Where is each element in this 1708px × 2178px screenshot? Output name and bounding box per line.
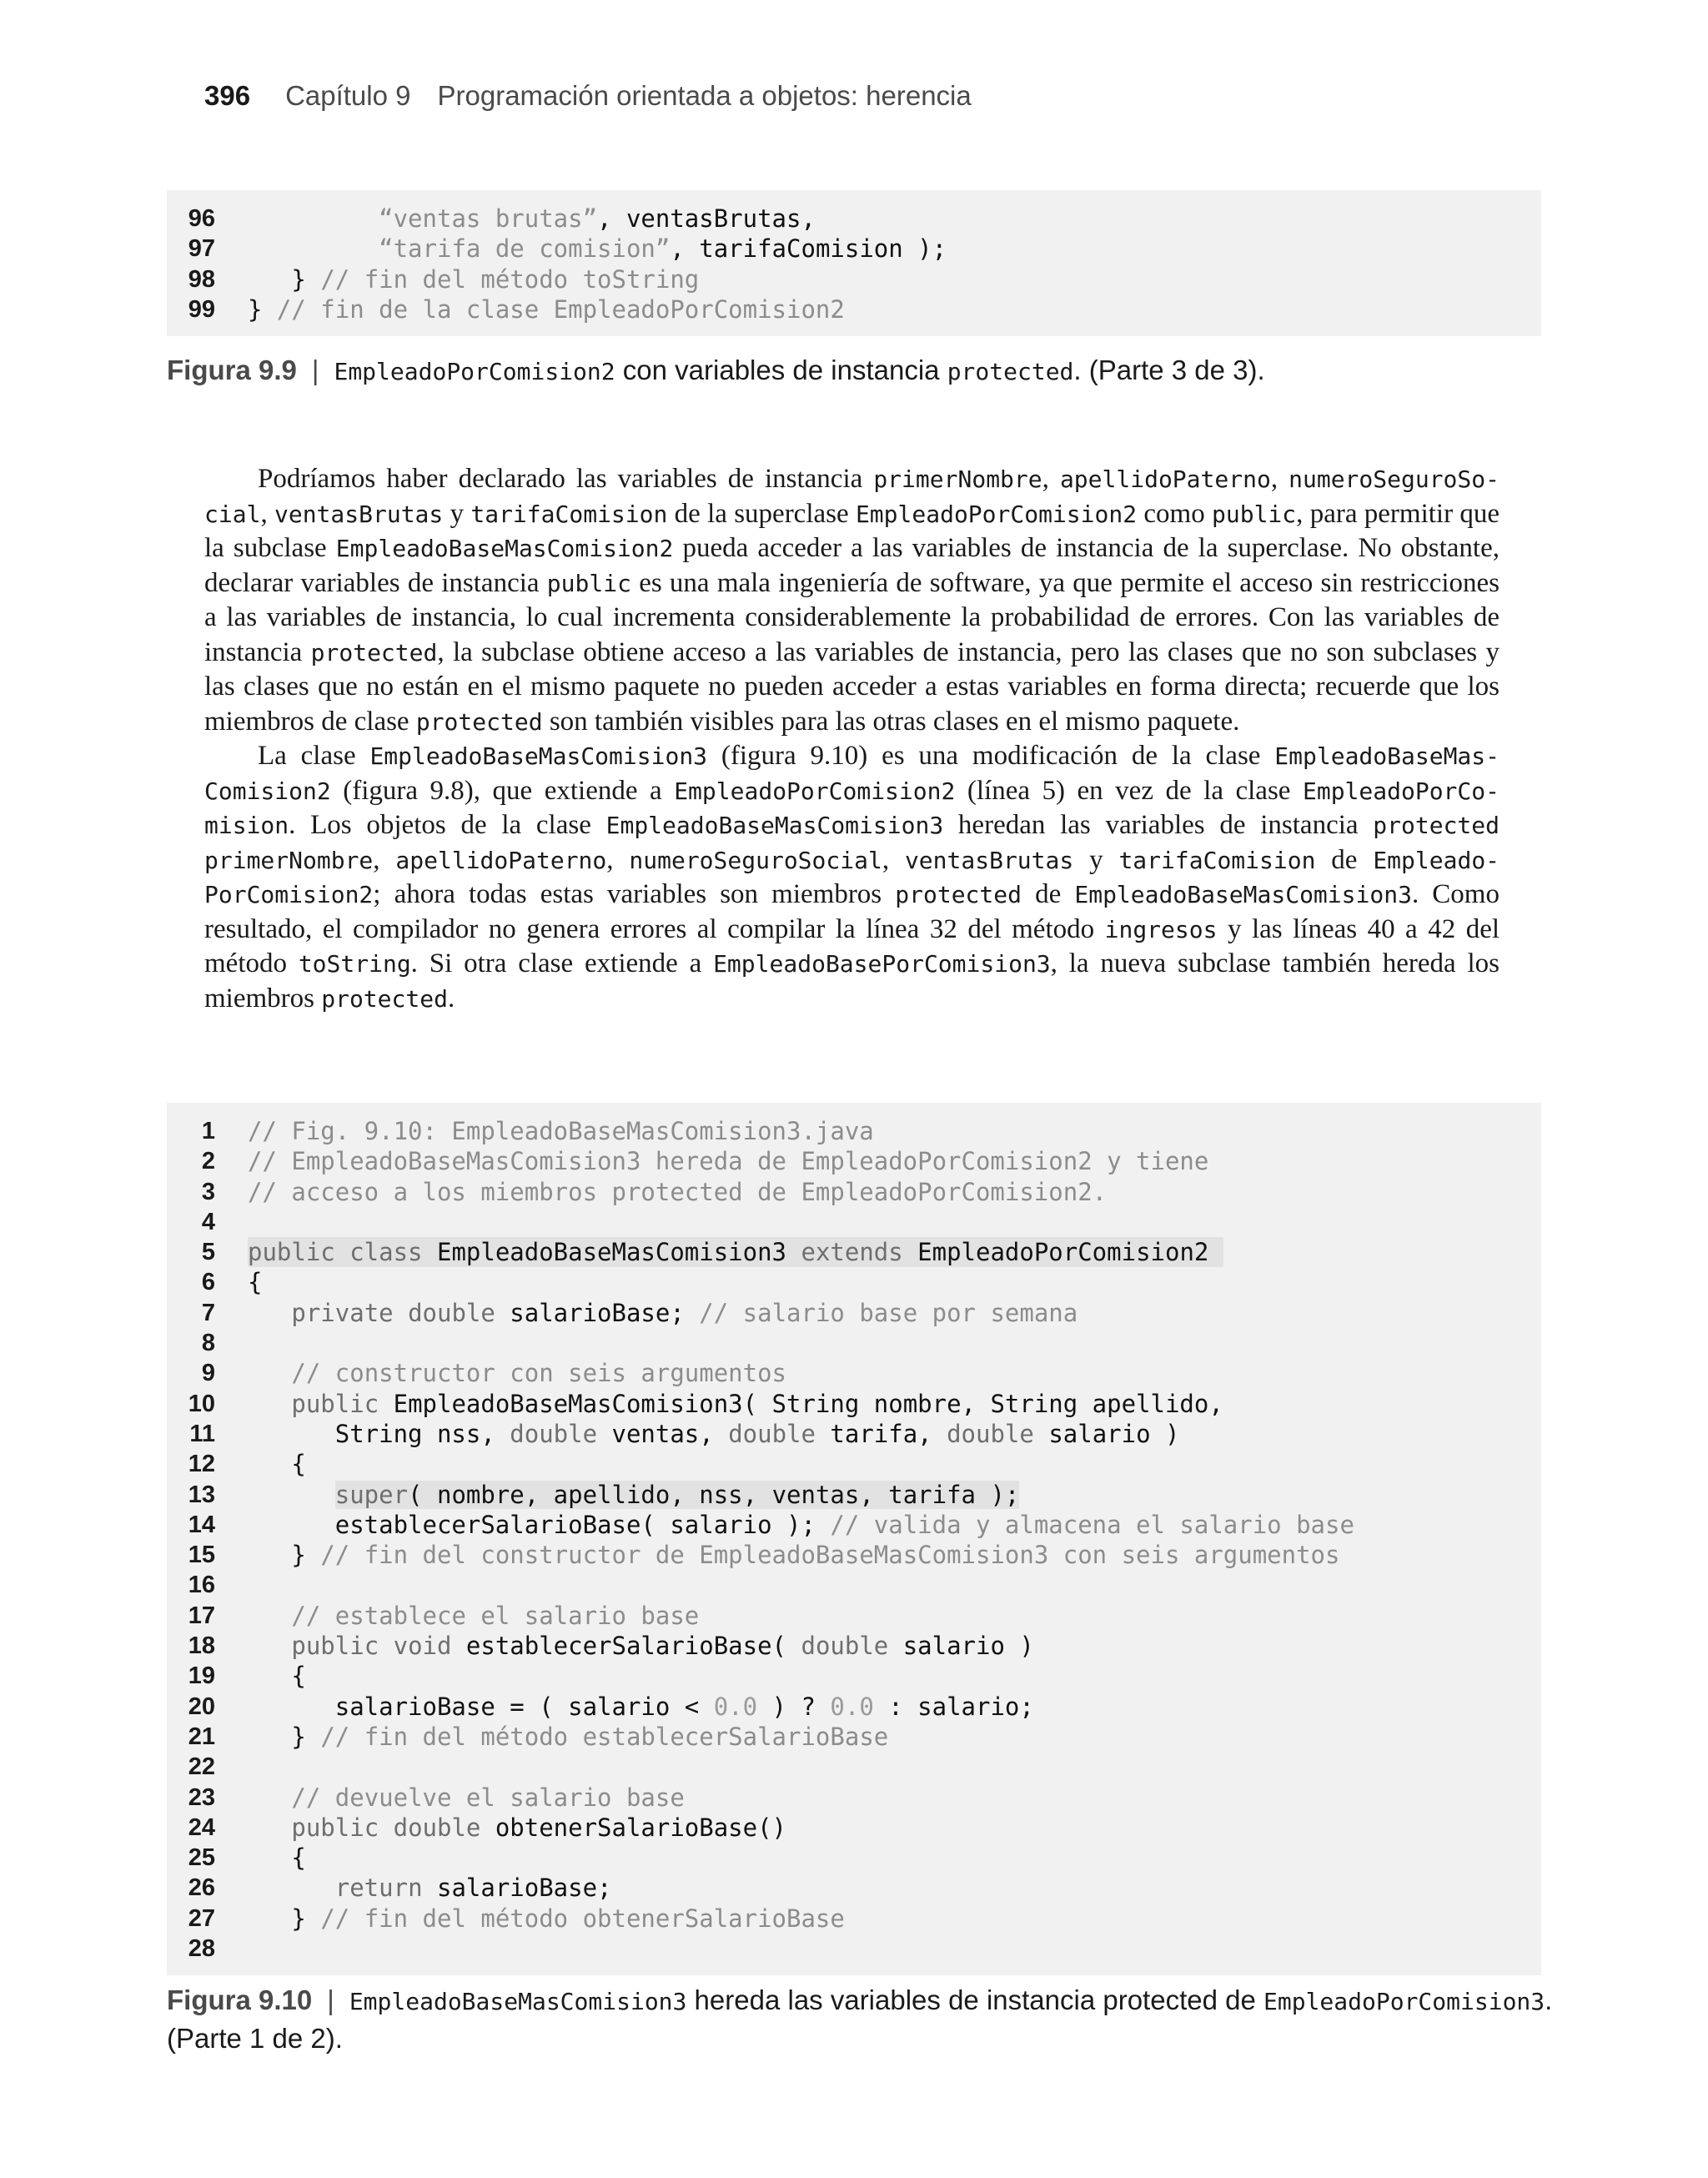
- code-text: [248, 294, 845, 324]
- inline-code: protected: [895, 881, 1022, 908]
- code-text: [248, 1237, 1223, 1267]
- line-number: 9: [201, 1360, 215, 1387]
- inline-code: EmpleadoBaseMas-Comision2: [204, 742, 1500, 805]
- text-run: de: [1315, 844, 1374, 875]
- code-token: [248, 1299, 291, 1327]
- code-text: [248, 1419, 1179, 1449]
- caption-keyword: protected: [947, 358, 1074, 385]
- line-number: 27: [188, 1904, 215, 1932]
- inline-code: apellidoPaterno: [395, 846, 607, 874]
- code-token: salarioBase = ( salario <: [248, 1692, 714, 1721]
- code-line: [167, 264, 1541, 294]
- code-token: establecerSalarioBase( salario );: [248, 1510, 831, 1539]
- inline-code: toString: [298, 950, 411, 978]
- code-token: // Fig. 9.10: EmpleadoBaseMasComision3.java: [248, 1117, 874, 1145]
- line-number: 25: [188, 1844, 215, 1872]
- code-token: EmpleadoBaseMasComision3( String nombre, String apellido,: [393, 1389, 1223, 1418]
- code-text: [248, 234, 947, 264]
- code-token: , ventasBrutas,: [597, 204, 816, 233]
- code-token: [248, 204, 379, 233]
- code-token: double: [801, 1632, 903, 1661]
- code-token: return: [334, 1874, 437, 1903]
- inline-code: tarifaComision: [470, 500, 668, 528]
- code-line: [167, 1661, 1541, 1691]
- line-number: 97: [188, 235, 215, 263]
- code-text: [248, 1601, 699, 1631]
- code-line: [167, 294, 1541, 324]
- code-line: [167, 1419, 1541, 1449]
- code-token: public class: [248, 1238, 437, 1267]
- code-token: salarioBase;: [436, 1874, 612, 1903]
- code-line: [167, 1692, 1541, 1722]
- code-line: [167, 1783, 1541, 1813]
- code-text: [248, 1783, 685, 1813]
- code-token: establecerSalarioBase(: [465, 1632, 801, 1661]
- code-text: [248, 1813, 786, 1843]
- figure-label: Figura 9.10: [167, 1984, 313, 2015]
- line-number: 16: [188, 1572, 215, 1599]
- code-token: // fin del método obtenerSalarioBase: [320, 1904, 845, 1933]
- line-number: 18: [188, 1632, 215, 1660]
- code-token: “ventas brutas”: [379, 204, 598, 233]
- code-token: [248, 1813, 291, 1842]
- text-run: ,: [1042, 464, 1060, 494]
- inline-code: EmpleadoBaseMasComision3: [369, 742, 708, 770]
- code-listing-fig-9-9: [167, 190, 1541, 336]
- inline-code: EmpleadoBaseMasComision3: [605, 812, 944, 839]
- text-run: y las líneas 40 a 42 del método: [204, 913, 1500, 978]
- code-token: {: [248, 1662, 306, 1691]
- figure-label: Figura 9.9: [167, 355, 297, 385]
- text-run: .: [447, 983, 455, 1014]
- code-token: }: [248, 1541, 321, 1570]
- code-line: [167, 1298, 1541, 1328]
- code-line: [167, 1904, 1541, 1934]
- code-token: EmpleadoPorComision2: [917, 1238, 1223, 1267]
- code-token: salario ): [902, 1632, 1034, 1661]
- code-token: // acceso a los miembros protected de EmpleadoPorComision2.: [248, 1177, 1108, 1206]
- line-number: 14: [188, 1511, 215, 1538]
- page-header: [204, 80, 972, 112]
- code-line: [167, 1116, 1541, 1146]
- text-run: (línea 5) en vez de la clase: [955, 775, 1303, 806]
- code-line: [167, 1267, 1541, 1297]
- chapter-label: Capítulo 9: [285, 80, 411, 111]
- text-run: son también visibles para las otras clases en el mismo paquete.: [542, 706, 1240, 737]
- code-line: [167, 1237, 1541, 1267]
- line-number: 6: [201, 1269, 215, 1296]
- text-run: (figura 9.8), que extiende a: [330, 775, 675, 806]
- code-line: [167, 1722, 1541, 1752]
- text-run: como: [1137, 498, 1212, 529]
- code-line: [167, 1449, 1541, 1479]
- code-line: [167, 1328, 1541, 1358]
- code-token: // devuelve el salario base: [291, 1783, 685, 1812]
- text-run: y: [1073, 844, 1119, 875]
- code-text: [248, 264, 699, 294]
- body-paragraph: [204, 739, 1500, 1016]
- line-number: 4: [201, 1208, 215, 1235]
- inline-code: protected: [415, 707, 543, 736]
- code-token: double: [510, 1419, 612, 1448]
- code-token: [248, 1632, 291, 1660]
- line-number: 13: [188, 1481, 215, 1508]
- line-number: 12: [188, 1451, 215, 1478]
- code-text: [248, 1873, 612, 1903]
- code-line: [167, 1601, 1541, 1631]
- code-token: private double: [291, 1298, 510, 1327]
- inline-code: primerNombre: [873, 465, 1042, 493]
- code-line: [167, 1752, 1541, 1782]
- inline-code: ventasBrutas: [274, 500, 444, 528]
- code-token: salarioBase;: [510, 1298, 700, 1327]
- code-token: // valida y almacena el salario base: [830, 1510, 1354, 1539]
- code-token: obtenerSalarioBase(): [495, 1813, 787, 1842]
- text-run: ,: [882, 844, 905, 875]
- code-token: “tarifa de comision”: [379, 234, 671, 264]
- code-token: // fin del constructor de EmpleadoBaseMasComision3 con seis argumentos: [320, 1541, 1340, 1570]
- code-text: [248, 1692, 1034, 1722]
- code-text: [248, 1540, 1339, 1570]
- code-text: [248, 1298, 1078, 1328]
- code-token: ) ?: [757, 1692, 831, 1721]
- code-token: EmpleadoBaseMasComision3: [436, 1238, 801, 1267]
- code-line: [167, 234, 1541, 264]
- text-run: es una mala ingeniería de software, ya que permite el acceso sin restricciones a las variables de instancia, lo cual incrementa considerablemente la probabilidad de errores. Con las variables de instancia: [204, 567, 1500, 667]
- code-token: {: [248, 1268, 263, 1297]
- code-text: [248, 1358, 786, 1388]
- code-token: double: [728, 1419, 831, 1448]
- code-text: [248, 1267, 262, 1297]
- line-number: 23: [188, 1783, 215, 1811]
- code-text: [248, 1510, 1354, 1540]
- text-run: ,: [606, 844, 630, 875]
- inline-code: EmpleadoPorCo-mision: [204, 777, 1500, 839]
- code-text: [248, 1631, 1034, 1661]
- line-number: 26: [188, 1874, 215, 1902]
- caption-class-name: EmpleadoPorComision2: [334, 358, 615, 385]
- caption-text: con variables de instancia: [615, 355, 947, 385]
- line-number: 1: [201, 1118, 215, 1144]
- code-line: [167, 1934, 1541, 1964]
- text-run: ,: [1270, 464, 1289, 494]
- code-token: super: [334, 1480, 409, 1509]
- inline-code: numeroSeguroSocial: [629, 846, 882, 874]
- inline-code: protected: [321, 984, 448, 1013]
- code-line: [167, 1873, 1541, 1903]
- text-run: . Los objetos de la clase: [289, 810, 606, 840]
- caption-part: . (Parte 3 de 3).: [1073, 355, 1265, 385]
- text-run: ,: [373, 844, 396, 875]
- inline-code: EmpleadoPorComision2: [855, 500, 1138, 528]
- code-line: [167, 1389, 1541, 1419]
- code-token: [248, 1874, 335, 1902]
- code-token: // salario base por semana: [699, 1298, 1078, 1327]
- code-text: [248, 1722, 888, 1752]
- code-text: [248, 1843, 306, 1873]
- code-token: 0.0: [830, 1692, 874, 1721]
- text-run: . Si otra clase extiende a: [410, 948, 714, 978]
- code-line: [167, 1146, 1541, 1176]
- code-token: // fin del método establecerSalarioBase: [320, 1722, 889, 1751]
- code-token: // fin del método toString: [320, 264, 700, 294]
- code-line: [167, 1843, 1541, 1873]
- inline-code: protected: [310, 638, 438, 666]
- code-text: [248, 1146, 1208, 1176]
- code-text: [248, 1904, 845, 1934]
- inline-code: protected: [1373, 812, 1500, 839]
- code-text: [248, 1389, 1223, 1419]
- caption-separator: |: [327, 1984, 334, 2015]
- inline-code: tarifaComision: [1118, 846, 1316, 874]
- inline-code: ventasBrutas: [904, 846, 1074, 874]
- code-token: tarifa,: [830, 1419, 947, 1448]
- code-token: [248, 1602, 291, 1630]
- line-number: 7: [201, 1299, 215, 1326]
- code-line: [167, 1540, 1541, 1570]
- inline-code: EmpleadoPorComision2: [674, 777, 956, 805]
- code-token: 0.0: [713, 1692, 758, 1721]
- code-token: // establece el salario base: [291, 1601, 700, 1630]
- text-run: ,: [260, 498, 274, 529]
- code-line: [167, 1570, 1541, 1600]
- code-text: [248, 1661, 306, 1691]
- code-token: [248, 1481, 335, 1509]
- code-listing-fig-9-10: [167, 1103, 1541, 1975]
- text-run: La clase: [258, 741, 370, 771]
- text-run: pueda acceder a las variables de instancia de la superclase. No obstante, declarar variables de instancia: [204, 533, 1500, 598]
- caption-text: hereda las variables de instancia protected de: [686, 1984, 1263, 2015]
- line-number: 10: [188, 1390, 215, 1417]
- code-token: double: [947, 1419, 1049, 1448]
- code-line: [167, 1510, 1541, 1540]
- line-number: 20: [188, 1693, 215, 1720]
- figure-9-10-caption: [167, 1982, 1552, 2057]
- code-line: [167, 1480, 1541, 1510]
- code-text: [248, 204, 816, 234]
- line-number: 8: [201, 1330, 215, 1357]
- code-token: // EmpleadoBaseMasComision3 hereda de EmpleadoPorComision2 y tiene: [248, 1147, 1209, 1176]
- caption-period: .: [1545, 1984, 1553, 2015]
- code-token: , tarifaComision );: [670, 234, 947, 264]
- code-token: // constructor con seis argumentos: [291, 1359, 787, 1388]
- text-run: . Como resultado, el compilador no genera errores al compilar la línea 32 del método: [204, 879, 1500, 944]
- code-token: }: [248, 264, 321, 294]
- line-number: 96: [188, 205, 215, 232]
- page-number: 396: [204, 80, 251, 111]
- figure-9-9-caption: [167, 355, 1265, 386]
- inline-code: public: [1212, 500, 1297, 528]
- line-number: 15: [188, 1542, 215, 1569]
- line-number: 22: [188, 1753, 215, 1781]
- code-line: [167, 1813, 1541, 1843]
- text-run: ; ahora todas estas variables son miembros: [373, 879, 896, 909]
- text-run: (figura 9.10) es una modificación de la clase: [707, 741, 1275, 771]
- chapter-title: Programación orientada a objetos: herencia: [437, 80, 972, 111]
- caption-part: (Parte 1 de 2).: [167, 2023, 343, 2054]
- body-paragraph: [204, 462, 1500, 739]
- text-run: heredan las variables de instancia: [943, 810, 1374, 840]
- code-token: public double: [291, 1813, 495, 1842]
- inline-code: apellidoPaterno: [1059, 465, 1271, 493]
- code-token: {: [248, 1450, 306, 1479]
- code-line: [167, 1358, 1541, 1388]
- code-token: extends: [801, 1238, 918, 1267]
- code-token: }: [248, 1722, 321, 1751]
- code-token: // fin de la clase EmpleadoPorComision2: [276, 294, 845, 324]
- code-token: salario ): [1048, 1419, 1180, 1448]
- caption-class-name: EmpleadoBaseMasComision3: [349, 1988, 687, 2015]
- code-line: [167, 1631, 1541, 1661]
- body-text: [204, 462, 1500, 1016]
- caption-superclass-name: EmpleadoPorComision3: [1263, 1988, 1545, 2015]
- text-run: , la nueva subclase también hereda los miembros: [204, 948, 1500, 1014]
- code-token: ventas,: [611, 1419, 729, 1448]
- line-number: 99: [188, 295, 215, 323]
- inline-code: primerNombre: [204, 846, 374, 874]
- code-token: [248, 1390, 291, 1418]
- code-token: {: [248, 1844, 306, 1873]
- text-run: , la subclase obtiene acceso a las variables de instancia, pero las clases que no son subclases y las clases que no están en el mismo paquete no pueden acceder a estas variables en forma directa; recuerde que los miembros de clase: [204, 636, 1500, 737]
- inline-code: Empleado-PorComision2: [204, 846, 1500, 908]
- code-token: : salario;: [873, 1692, 1034, 1721]
- code-line: [167, 1207, 1541, 1237]
- line-number: 98: [188, 265, 215, 293]
- code-token: public void: [291, 1632, 466, 1661]
- text-run: de: [1021, 879, 1075, 909]
- code-line: [167, 204, 1541, 234]
- line-number: 3: [201, 1178, 215, 1205]
- inline-code: ingresos: [1104, 915, 1218, 943]
- inline-code: EmpleadoBaseMasComision2: [335, 535, 674, 562]
- code-token: }: [248, 1904, 321, 1933]
- code-token: ( nombre, apellido, nss, ventas, tarifa );: [408, 1480, 1020, 1509]
- line-number: 5: [201, 1239, 215, 1266]
- text-run: Podríamos haber declarado las variables de instancia: [258, 464, 874, 494]
- text-run: de la superclase: [667, 498, 856, 529]
- text-run: y: [443, 498, 471, 529]
- inline-code: EmpleadoBaseMasComision3: [1074, 881, 1412, 908]
- line-number: 2: [201, 1148, 215, 1175]
- inline-code: public: [546, 569, 631, 597]
- caption-separator: |: [311, 355, 319, 385]
- code-line: [167, 1177, 1541, 1207]
- line-number: 19: [188, 1662, 215, 1690]
- code-text: [248, 1177, 1107, 1207]
- code-token: public: [291, 1389, 394, 1418]
- code-text: [248, 1116, 874, 1146]
- text-run: , para permitir que la subclase: [204, 498, 1500, 563]
- line-number: 21: [188, 1723, 215, 1750]
- line-number: 17: [188, 1602, 215, 1629]
- inline-code: EmpleadoBasePorComision3: [713, 950, 1051, 978]
- code-token: String nss,: [248, 1419, 510, 1448]
- inline-code: numeroSeguroSo-cial: [204, 465, 1500, 528]
- line-number: 11: [189, 1420, 215, 1447]
- code-text: [248, 1480, 1019, 1510]
- line-number: 24: [188, 1813, 215, 1841]
- code-text: [248, 1449, 306, 1479]
- code-token: [248, 234, 379, 263]
- code-token: [248, 1783, 291, 1812]
- line-number: 28: [188, 1935, 215, 1963]
- code-token: }: [248, 294, 277, 324]
- code-token: [248, 1359, 291, 1387]
